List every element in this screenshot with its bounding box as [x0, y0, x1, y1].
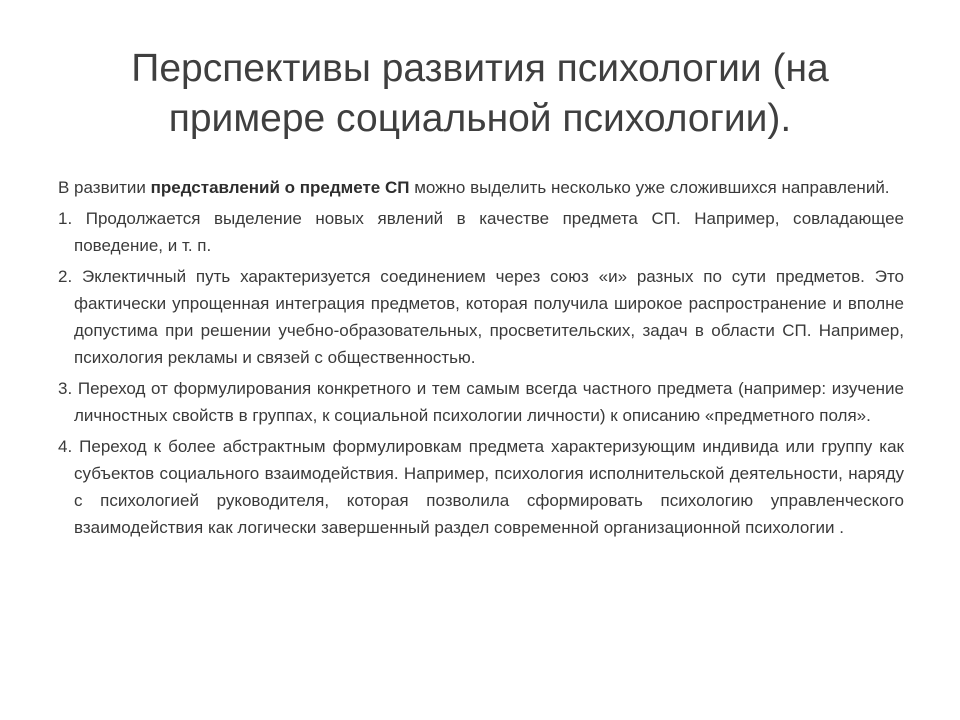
list-item-1: [58, 205, 904, 259]
list-item-number: 1.: [58, 209, 73, 228]
list-item-text: Эклектичный путь характеризуется соединением через союз «и» разных по сути предметов. Это фактически упрощенная интеграция предметов, которая получила широкое распространение и вполне допустима при решении учебно-образовательных, просветительских, задач в области СП. Например, психология рекламы и связей с общественностью.: [72, 267, 904, 367]
title-line-1: Перспективы развития психологии (на: [131, 47, 829, 90]
list-item-text: Переход к более абстрактным формулировкам предмета характеризующим индивида или группу как субъектов социального взаимодействия. Например, психология исполнительской деятельности, наряду с психологией руководителя, которая позволила сформировать психологию управленческого взаимодействия как логически завершенный раздел современной организационной психологии .: [72, 437, 904, 537]
intro-text-before: В развитии: [58, 178, 151, 197]
list-item-4: [58, 433, 904, 541]
title-line-2: примере социальной психологии).: [168, 97, 792, 140]
list-item-number: 4.: [58, 437, 73, 456]
list-item-3: [58, 375, 904, 429]
slide-title: [60, 44, 900, 144]
list-item-text: Продолжается выделение новых явлений в качестве предмета СП. Например, совладающее поведение, и т. п.: [72, 209, 904, 255]
list-item-2: [58, 263, 904, 371]
intro-paragraph: [58, 174, 904, 201]
list-item-number: 3.: [58, 379, 73, 398]
list-item-number: 2.: [58, 267, 73, 286]
intro-text-after: можно выделить несколько уже сложившихся направлений.: [409, 178, 890, 197]
intro-bold-text: представлений о предмете СП: [150, 178, 410, 197]
list-item-text: Переход от формулирования конкретного и тем самым всегда частного предмета (например: изучение личностных свойств в группах, к социальной психологии личности) к описанию «предметного поля».: [72, 379, 904, 425]
slide-body: [58, 174, 904, 545]
